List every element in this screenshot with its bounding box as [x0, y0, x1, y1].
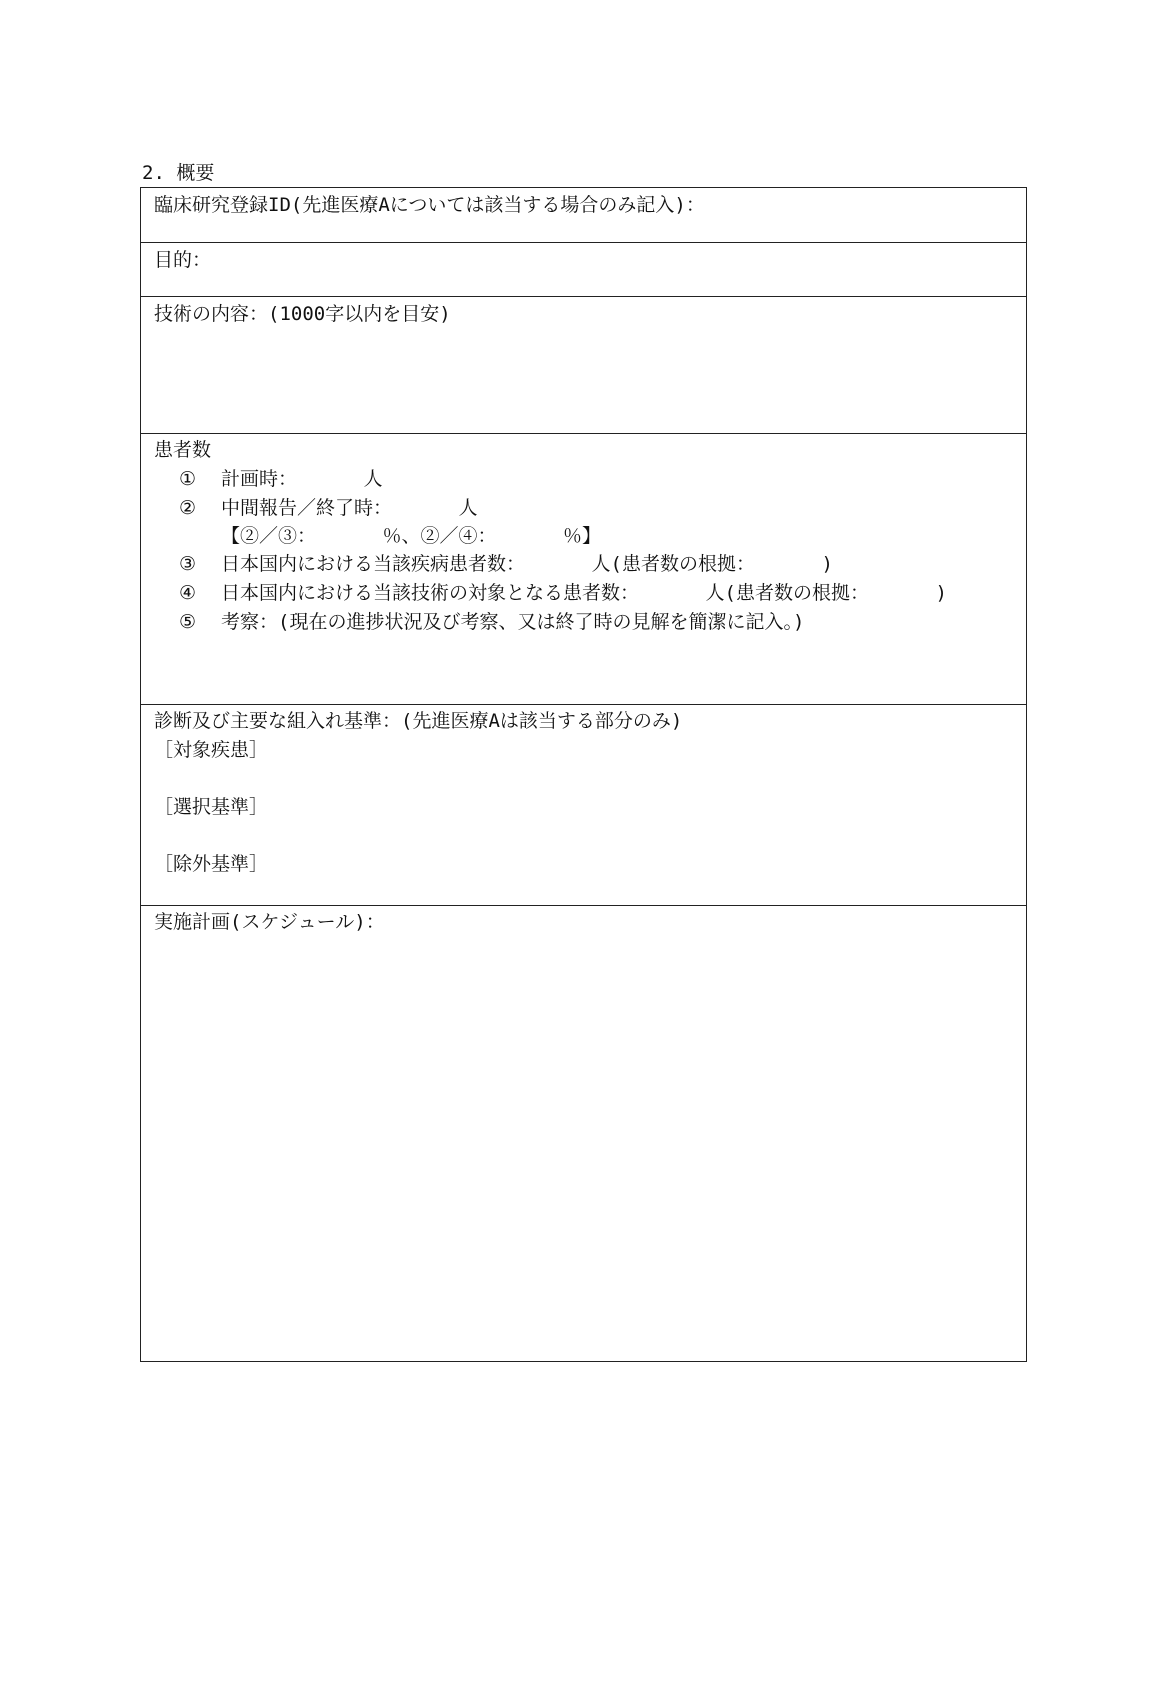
item-number: ②	[179, 497, 197, 519]
patients-title: 患者数	[154, 439, 212, 461]
item-number: ①	[179, 468, 197, 490]
schedule-label: 実施計画(スケジュール)：	[154, 911, 385, 933]
section-heading: 2. 概要	[142, 162, 215, 184]
discussion-line: 考察：(現在の進捗状況及び考察、又は終了時の見解を簡潔に記入。)	[221, 611, 805, 633]
target-disease-label: ［対象疾患］	[154, 739, 269, 761]
purpose-label: 目的：	[154, 249, 212, 271]
exclusion-criteria-label: ［除外基準］	[154, 853, 269, 875]
criteria-row	[141, 704, 1026, 906]
item-number: ④	[179, 582, 197, 604]
item-number: ③	[179, 553, 197, 575]
schedule-row	[141, 905, 1026, 1361]
patients-row	[141, 433, 1026, 705]
registration-id-label: 臨床研究登録ID(先進医療Aについては該当する場合のみ記入)：	[154, 194, 705, 216]
technique-row	[141, 296, 1026, 434]
plan-count-line: 計画時： 人	[221, 468, 383, 490]
item-number: ⑤	[179, 611, 197, 633]
domestic-disease-count-line: 日本国内における当該疾病患者数： 人(患者数の根拠： )	[221, 553, 833, 575]
technique-label: 技術の内容：(1000字以内を目安)	[154, 303, 451, 325]
selection-criteria-label: ［選択基準］	[154, 796, 269, 818]
registration-id-row	[141, 188, 1026, 242]
interim-count-line: 中間報告／終了時： 人	[221, 497, 478, 519]
ratio-line: 【②／③： ％、②／④： ％】	[221, 525, 602, 547]
purpose-row	[141, 242, 1026, 297]
overview-table	[140, 187, 1027, 1362]
domestic-target-count-line: 日本国内における当該技術の対象となる患者数： 人(患者数の根拠： )	[221, 582, 947, 604]
criteria-title: 診断及び主要な組入れ基準：(先進医療Aは該当する部分のみ)	[154, 710, 683, 732]
